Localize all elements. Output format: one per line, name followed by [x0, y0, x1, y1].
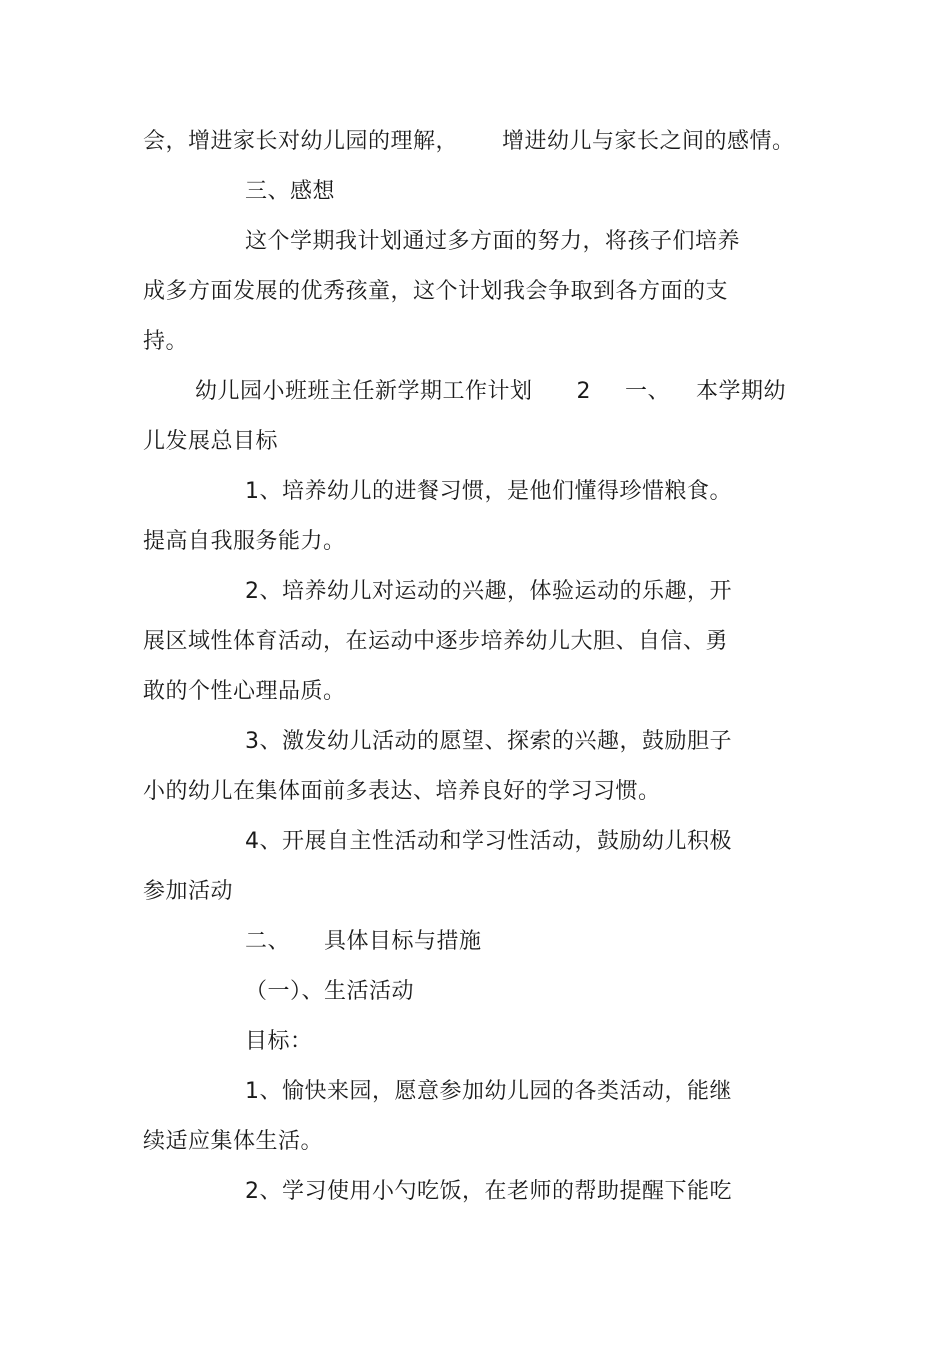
paragraph-line: 儿发展总目标 — [143, 429, 279, 454]
section-number: 二、 — [245, 929, 291, 954]
title-number: 2 — [576, 379, 592, 404]
list-item: 4、开展自主性活动和学习性活动，鼓励幼儿积极 — [245, 829, 732, 854]
paragraph-line: 续适应集体生活。 — [143, 1129, 324, 1154]
paragraph-line — [143, 127, 795, 157]
subsection-heading: （一）、生活活动 — [245, 979, 415, 1004]
section-title: 具体目标与措施 — [324, 929, 482, 954]
paragraph-line: 敢的个性心理品质。 — [143, 679, 346, 704]
list-item: 2、培养幼儿对运动的兴趣，体验运动的乐趣，开 — [245, 579, 732, 604]
document-title-line — [195, 377, 786, 407]
paragraph-line: 小的幼儿在集体面前多表达、培养良好的学习习惯。 — [143, 779, 661, 804]
list-item: 1、愉快来园，愿意参加幼儿园的各类活动，能继 — [245, 1079, 732, 1104]
section-heading — [245, 927, 482, 957]
section-heading: 三、感想 — [245, 179, 336, 204]
list-item: 2、学习使用小勺吃饭，在老师的帮助提醒下能吃 — [245, 1179, 732, 1204]
list-item: 1、培养幼儿的进餐习惯，是他们懂得珍惜粮食。 — [245, 479, 732, 504]
paragraph-line: 目标： — [245, 1029, 313, 1054]
paragraph-line: 参加活动 — [143, 879, 234, 904]
paragraph-line: 持。 — [143, 329, 189, 354]
paragraph-line: 提高自我服务能力。 — [143, 529, 346, 554]
list-item: 3、激发幼儿活动的愿望、探索的兴趣，鼓励胆子 — [245, 729, 732, 754]
text-segment: 增进幼儿与家长之间的感情。 — [502, 129, 795, 154]
section-number: 一、 — [625, 379, 671, 404]
paragraph-line: 展区域性体育活动，在运动中逐步培养幼儿大胆、自信、勇 — [143, 629, 729, 654]
document-title: 幼儿园小班班主任新学期工作计划 — [195, 379, 533, 404]
paragraph-line: 这个学期我计划通过多方面的努力，将孩子们培养 — [245, 229, 741, 254]
paragraph-line: 成多方面发展的优秀孩童，这个计划我会争取到各方面的支 — [143, 279, 729, 304]
text-segment: 会，增进家长对幼儿园的理解， — [143, 129, 459, 154]
text-segment: 本学期幼 — [696, 379, 787, 404]
